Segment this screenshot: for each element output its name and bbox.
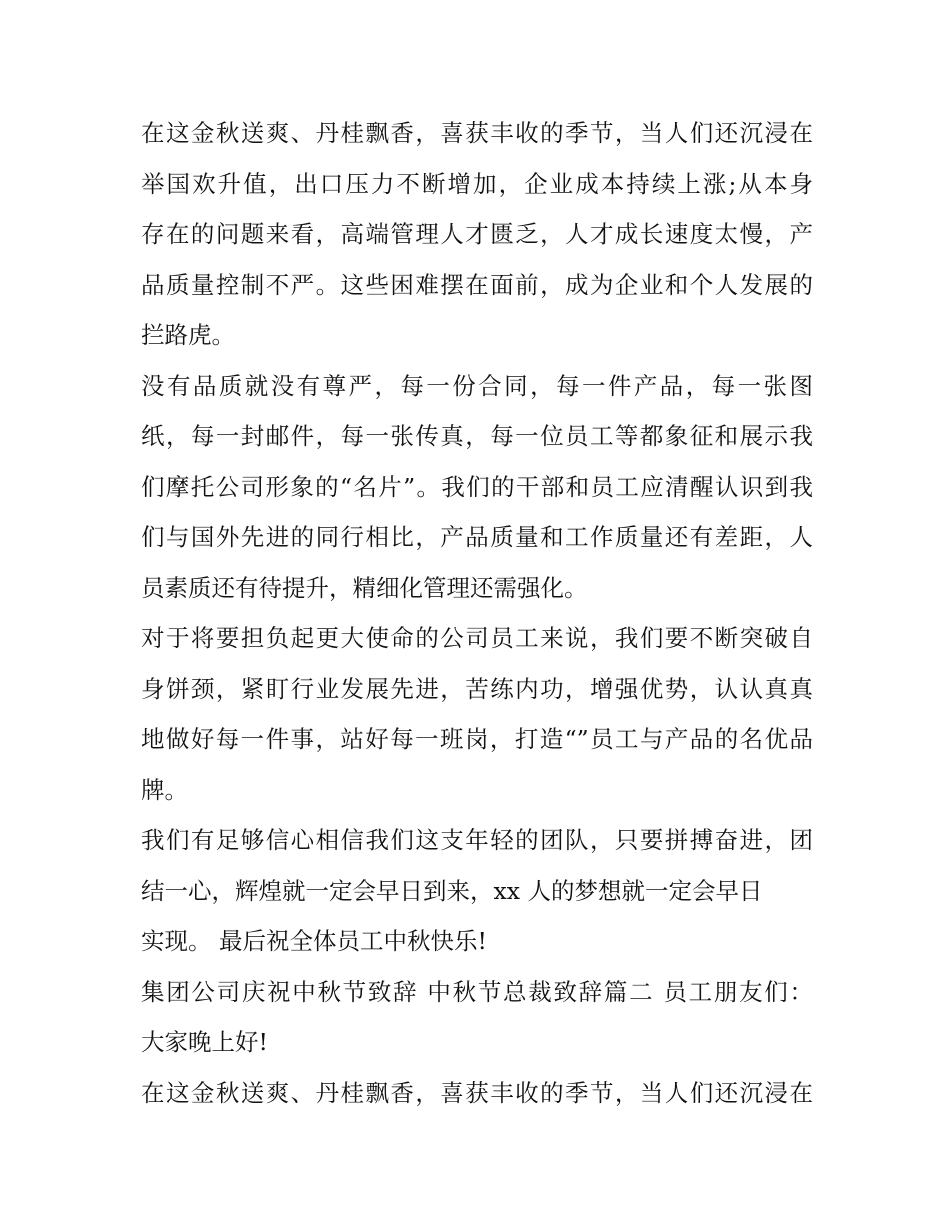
text-line: 集团公司庆祝中秋节致辞 中秋节总裁致辞篇二 员工朋友们： (141, 977, 813, 1006)
text-line: 我们有足够信心相信我们这支年轻的团队，只要拼搏奋进，团 (141, 826, 813, 854)
text-line: 地做好每一件事，站好每一班岗，打造“”员工与产品的名优品 (141, 725, 813, 753)
text-line: 员素质还有待提升，精细化管理还需强化。 (141, 573, 588, 602)
text-line: 举国欢升值，出口压力不断增加，企业成本持续上涨;从本身 (141, 169, 813, 198)
text-line: 牌。 (141, 775, 188, 804)
text-line: 拦路虎。 (141, 321, 235, 349)
text-line: 们摩托公司形象的“名片”。我们的干部和员工应清醒认识到我 (141, 472, 813, 501)
document-page (141, 108, 813, 1118)
text-line: 在这金秋送爽、丹桂飘香，喜获丰收的季节，当人们还沉浸在 (141, 1078, 813, 1107)
text-line: 身饼颈，紧盯行业发展先进，苦练内功，增强优势，认认真真 (141, 674, 813, 703)
text-line: 纸，每一封邮件，每一张传真，每一位员工等都象征和展示我 (141, 422, 813, 450)
text-line: 品质量控制不严。这些困难摆在面前，成为企业和个人发展的 (141, 270, 813, 299)
text-line: 实现。 最后祝全体员工中秋快乐! (141, 927, 487, 955)
text-line: 们与国外先进的同行相比，产品质量和工作质量还有差距，人 (141, 523, 813, 551)
text-line: 大家晚上好! (141, 1028, 268, 1056)
text-line: 结一心，辉煌就一定会早日到来，xx 人的梦想就一定会早日 (141, 876, 763, 905)
text-line: 在这金秋送爽、丹桂飘香，喜获丰收的季节，当人们还沉浸在 (141, 119, 813, 147)
text-line: 没有品质就没有尊严，每一份合同，每一件产品，每一张图 (141, 371, 813, 400)
text-line: 存在的问题来看，高端管理人才匮乏，人才成长速度太慢，产 (141, 220, 813, 248)
text-line: 对于将要担负起更大使命的公司员工来说，我们要不断突破自 (141, 624, 813, 652)
